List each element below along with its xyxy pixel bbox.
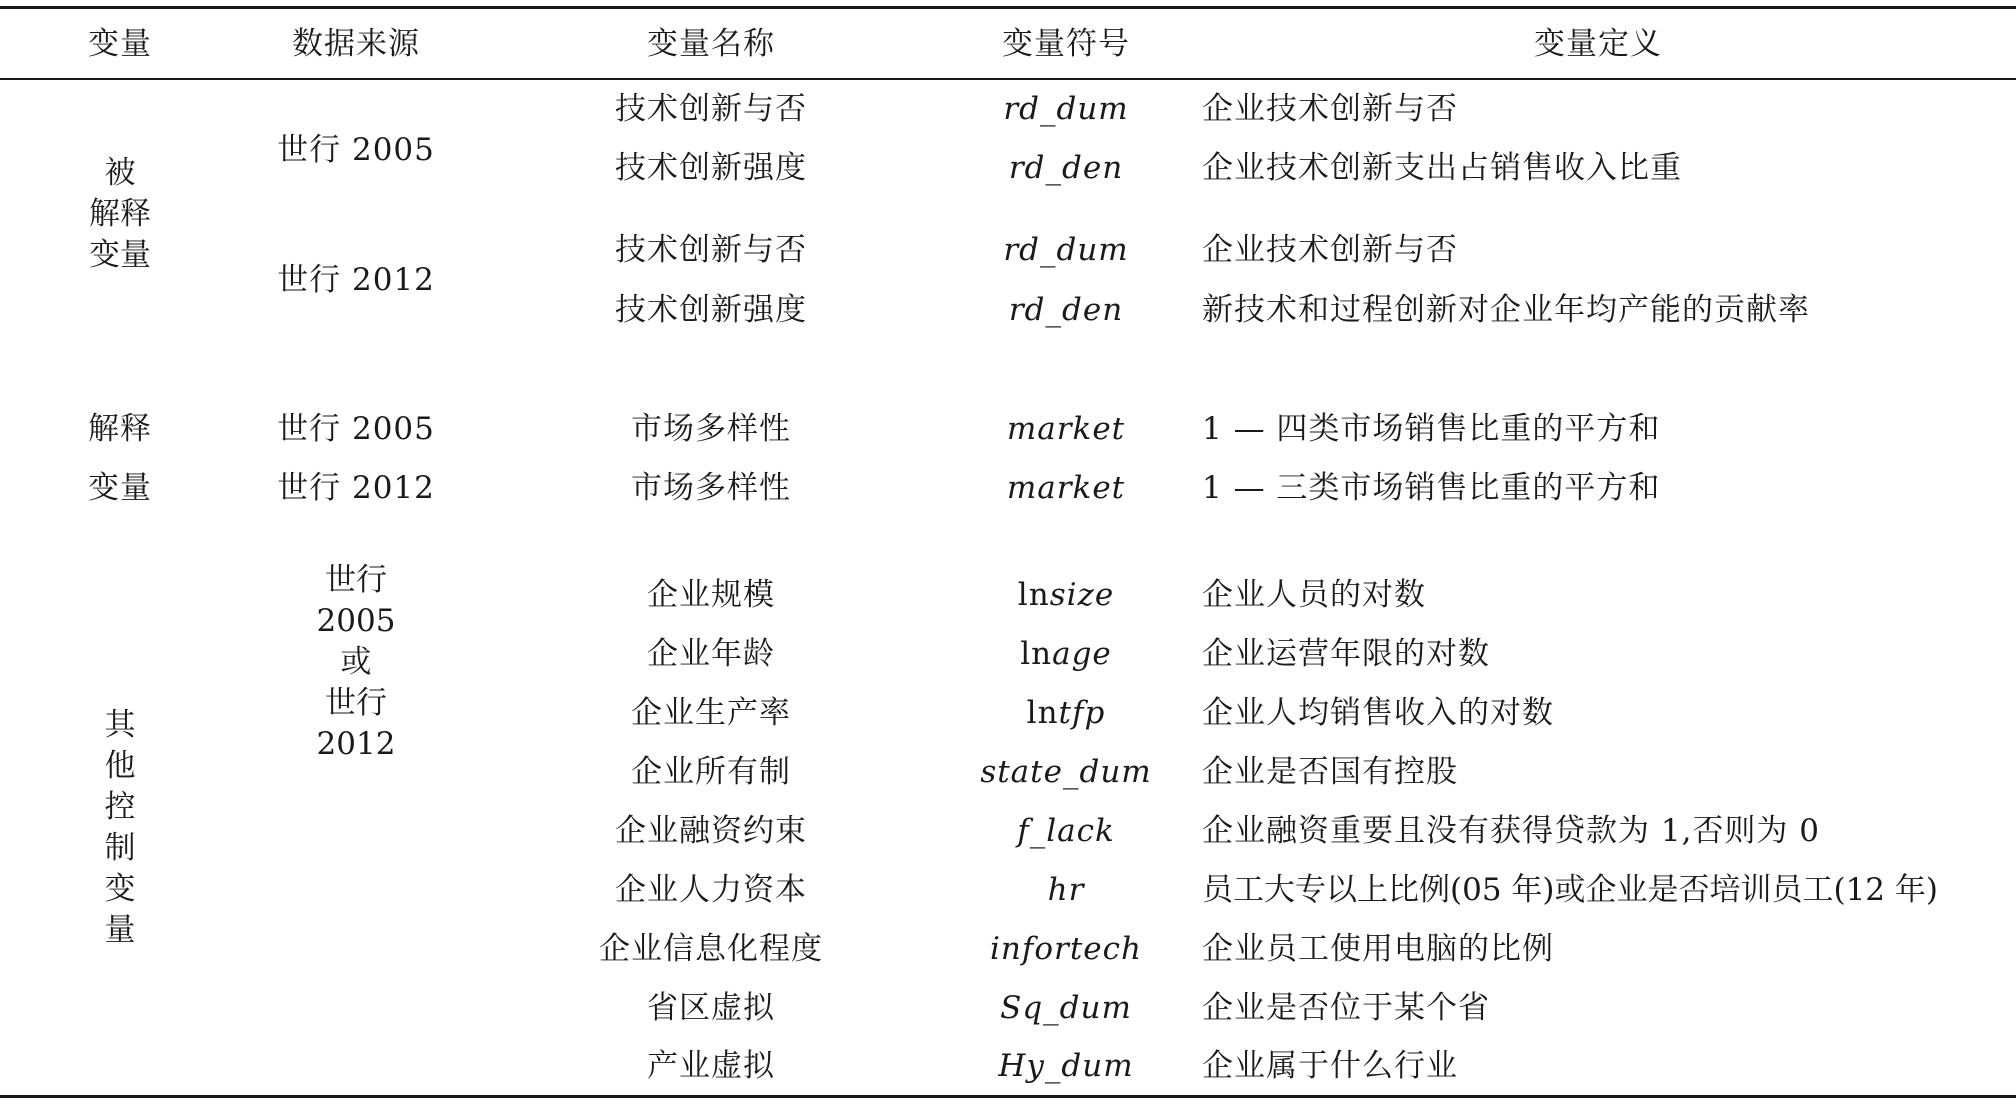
row-name: 技术创新强度 <box>615 150 807 186</box>
row-symbol: lntfp <box>1026 695 1106 731</box>
row-definition: 企业技术创新与否 <box>1202 91 1458 127</box>
row-definition: 企业员工使用电脑的比例 <box>1202 931 1554 967</box>
row-symbol: f_lack <box>1017 813 1115 849</box>
row-definition: 企业运营年限的对数 <box>1202 636 1490 672</box>
table-bottom-rule <box>0 1095 2016 1098</box>
row-name: 企业生产率 <box>631 695 791 731</box>
row-symbol: hr <box>1047 872 1085 908</box>
row-symbol: Sq_dum <box>1000 990 1132 1026</box>
group-explanatory-variable-line2: 变量 <box>88 470 152 506</box>
row-symbol: state_dum <box>980 754 1152 790</box>
row-definition: 1 — 四类市场销售比重的平方和 <box>1202 411 1661 447</box>
row-symbol: rd_den <box>1008 150 1124 186</box>
row-symbol: lnsize <box>1017 577 1115 613</box>
row-name: 技术创新与否 <box>615 91 807 127</box>
header-variable: 变量 <box>88 26 152 62</box>
row-name: 企业规模 <box>647 577 775 613</box>
source-wb2005-explanatory: 世行 2005 <box>277 411 435 447</box>
row-definition: 企业是否国有控股 <box>1202 754 1458 790</box>
row-definition: 企业技术创新支出占销售收入比重 <box>1202 150 1682 186</box>
row-symbol: rd_dum <box>1003 91 1129 127</box>
row-name: 企业人力资本 <box>615 872 807 908</box>
row-definition: 企业融资重要且没有获得贷款为 1,否则为 0 <box>1202 813 1821 849</box>
row-name: 技术创新强度 <box>615 292 807 328</box>
row-name: 产业虚拟 <box>647 1048 775 1084</box>
header-data-source: 数据来源 <box>292 26 420 62</box>
row-name: 省区虚拟 <box>647 990 775 1026</box>
group-control-variables: 其 他 控 制 变 量 <box>104 707 136 948</box>
header-variable-symbol: 变量符号 <box>1002 26 1130 62</box>
row-definition: 员工大专以上比例(05 年)或企业是否培训员工(12 年) <box>1202 872 1938 908</box>
row-name: 市场多样性 <box>631 411 791 447</box>
row-definition: 企业是否位于某个省 <box>1202 990 1490 1026</box>
row-symbol: Hy_dum <box>998 1048 1134 1084</box>
row-symbol: market <box>1006 470 1126 506</box>
header-variable-name: 变量名称 <box>647 26 775 62</box>
row-symbol: rd_dum <box>1003 232 1129 268</box>
header-bottom-rule <box>0 78 2016 80</box>
row-definition: 企业技术创新与否 <box>1202 232 1458 268</box>
source-wb2005-dependent: 世行 2005 <box>277 132 435 168</box>
row-name: 企业融资约束 <box>615 813 807 849</box>
group-explanatory-variable-line1: 解释 <box>88 411 152 447</box>
row-symbol: rd_den <box>1008 292 1124 328</box>
row-definition: 企业属于什么行业 <box>1202 1048 1458 1084</box>
row-name: 企业年龄 <box>647 636 775 672</box>
row-symbol: market <box>1006 411 1126 447</box>
group-dependent-variable: 被 解释 变量 <box>89 155 151 273</box>
row-symbol: infortech <box>990 931 1142 967</box>
row-name: 企业信息化程度 <box>599 931 823 967</box>
table-top-rule <box>0 6 2016 9</box>
header-variable-definition: 变量定义 <box>1534 26 1662 62</box>
row-definition: 企业人员的对数 <box>1202 577 1426 613</box>
row-name: 市场多样性 <box>631 470 791 506</box>
source-combined-control: 世行 2005 或 世行 2012 <box>316 562 396 762</box>
row-name: 技术创新与否 <box>615 232 807 268</box>
row-name: 企业所有制 <box>631 754 791 790</box>
row-definition: 1 — 三类市场销售比重的平方和 <box>1202 470 1661 506</box>
row-definition: 企业人均销售收入的对数 <box>1202 695 1554 731</box>
source-wb2012-dependent: 世行 2012 <box>277 262 435 298</box>
source-wb2012-explanatory: 世行 2012 <box>277 470 435 506</box>
row-definition: 新技术和过程创新对企业年均产能的贡献率 <box>1202 292 1810 328</box>
row-symbol: lnage <box>1020 636 1112 672</box>
